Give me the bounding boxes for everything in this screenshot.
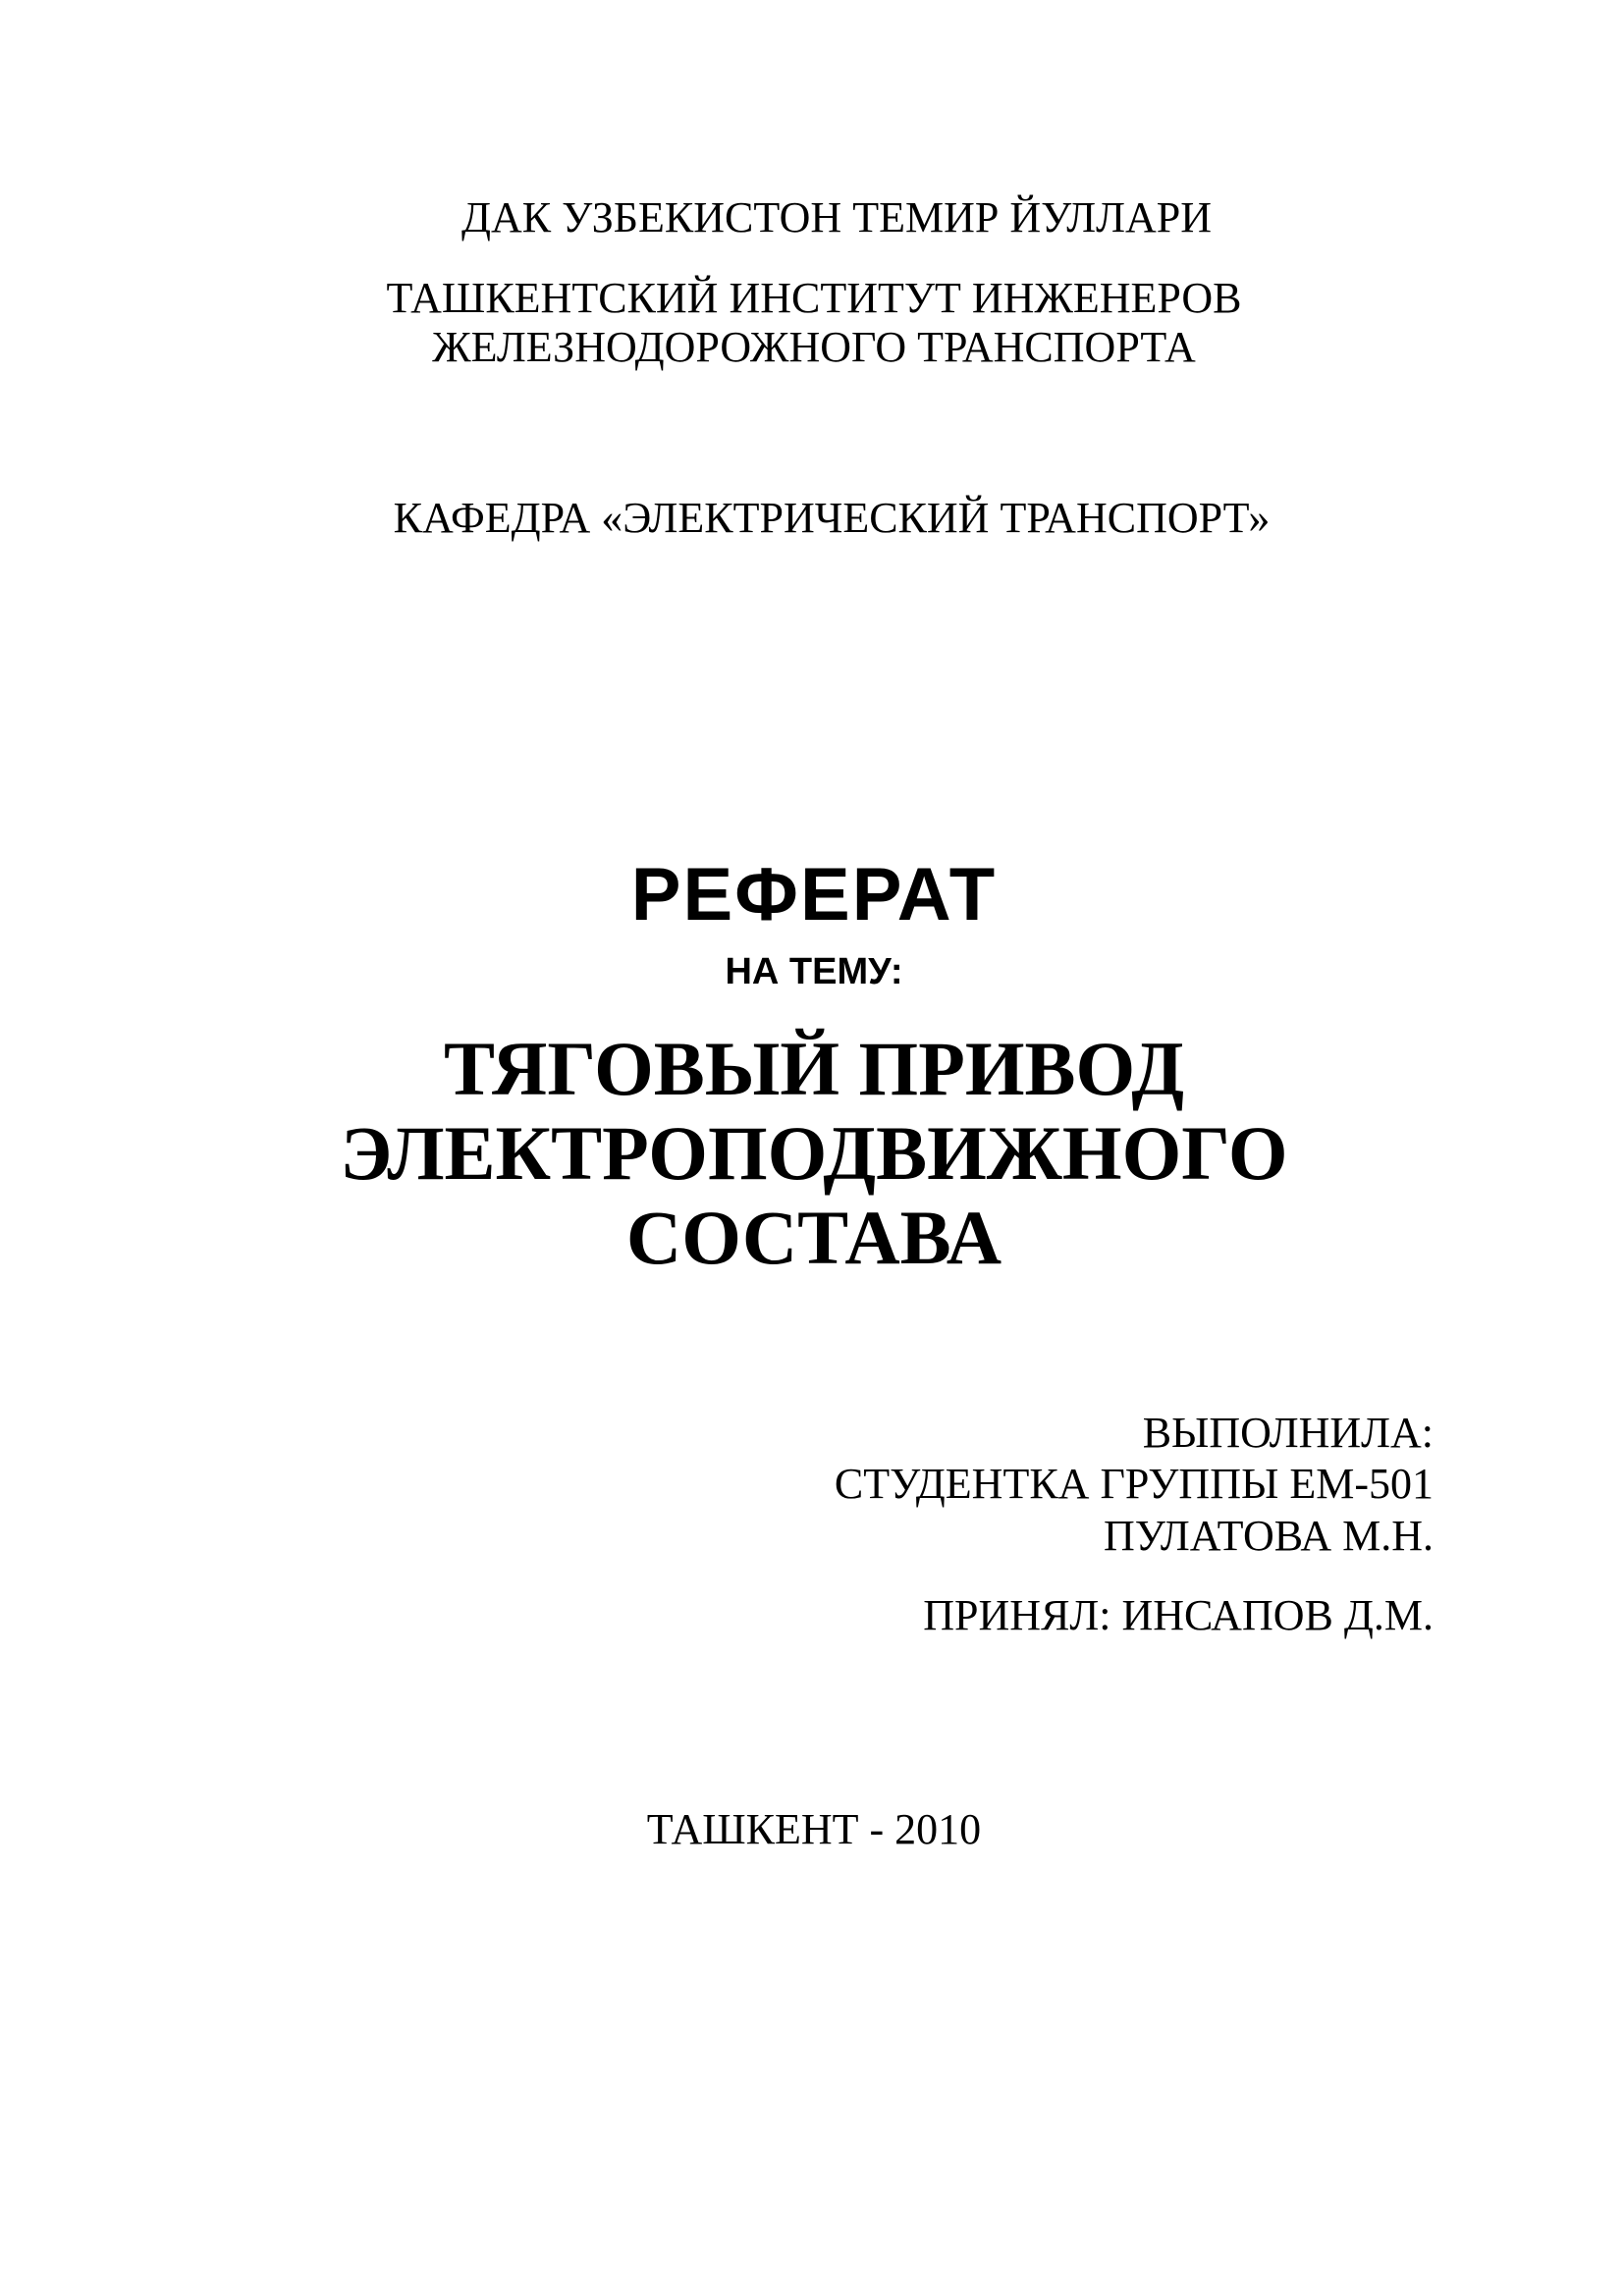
institute-name-line1: ТАШКЕНТСКИЙ ИНСТИТУТ ИНЖЕНЕРОВ [386, 274, 1242, 322]
organization-name: ДАК УЗБЕКИСТОН ТЕМИР ЙУЛЛАРИ [460, 193, 1212, 241]
student-name: ПУЛАТОВА М.Н. [1103, 1512, 1434, 1560]
document-subtitle: НА ТЕМУ: [725, 951, 903, 992]
student-group: СТУДЕНТКА ГРУППЫ ЕМ-501 [834, 1460, 1434, 1508]
city-year: ТАШКЕНТ - 2010 [646, 1805, 982, 1853]
topic-line-2: ЭЛЕКТРОПОДВИЖНОГО [340, 1110, 1288, 1196]
topic-line-3: СОСТАВА [625, 1195, 1002, 1280]
performed-label: ВЫПОЛНИЛА: [1142, 1409, 1434, 1457]
department-name: КАФЕДРА «ЭЛЕКТРИЧЕСКИЙ ТРАНСПОРТ» [393, 494, 1271, 542]
accepted-by: ПРИНЯЛ: ИНСАПОВ Д.М. [923, 1591, 1434, 1639]
document-type: РЕФЕРАТ [630, 853, 998, 936]
topic-line-1: ТЯГОВЫЙ ПРИВОД [444, 1026, 1184, 1111]
institute-name-line2: ЖЕЛЕЗНОДОРОЖНОГО ТРАНСПОРТА [432, 323, 1196, 371]
